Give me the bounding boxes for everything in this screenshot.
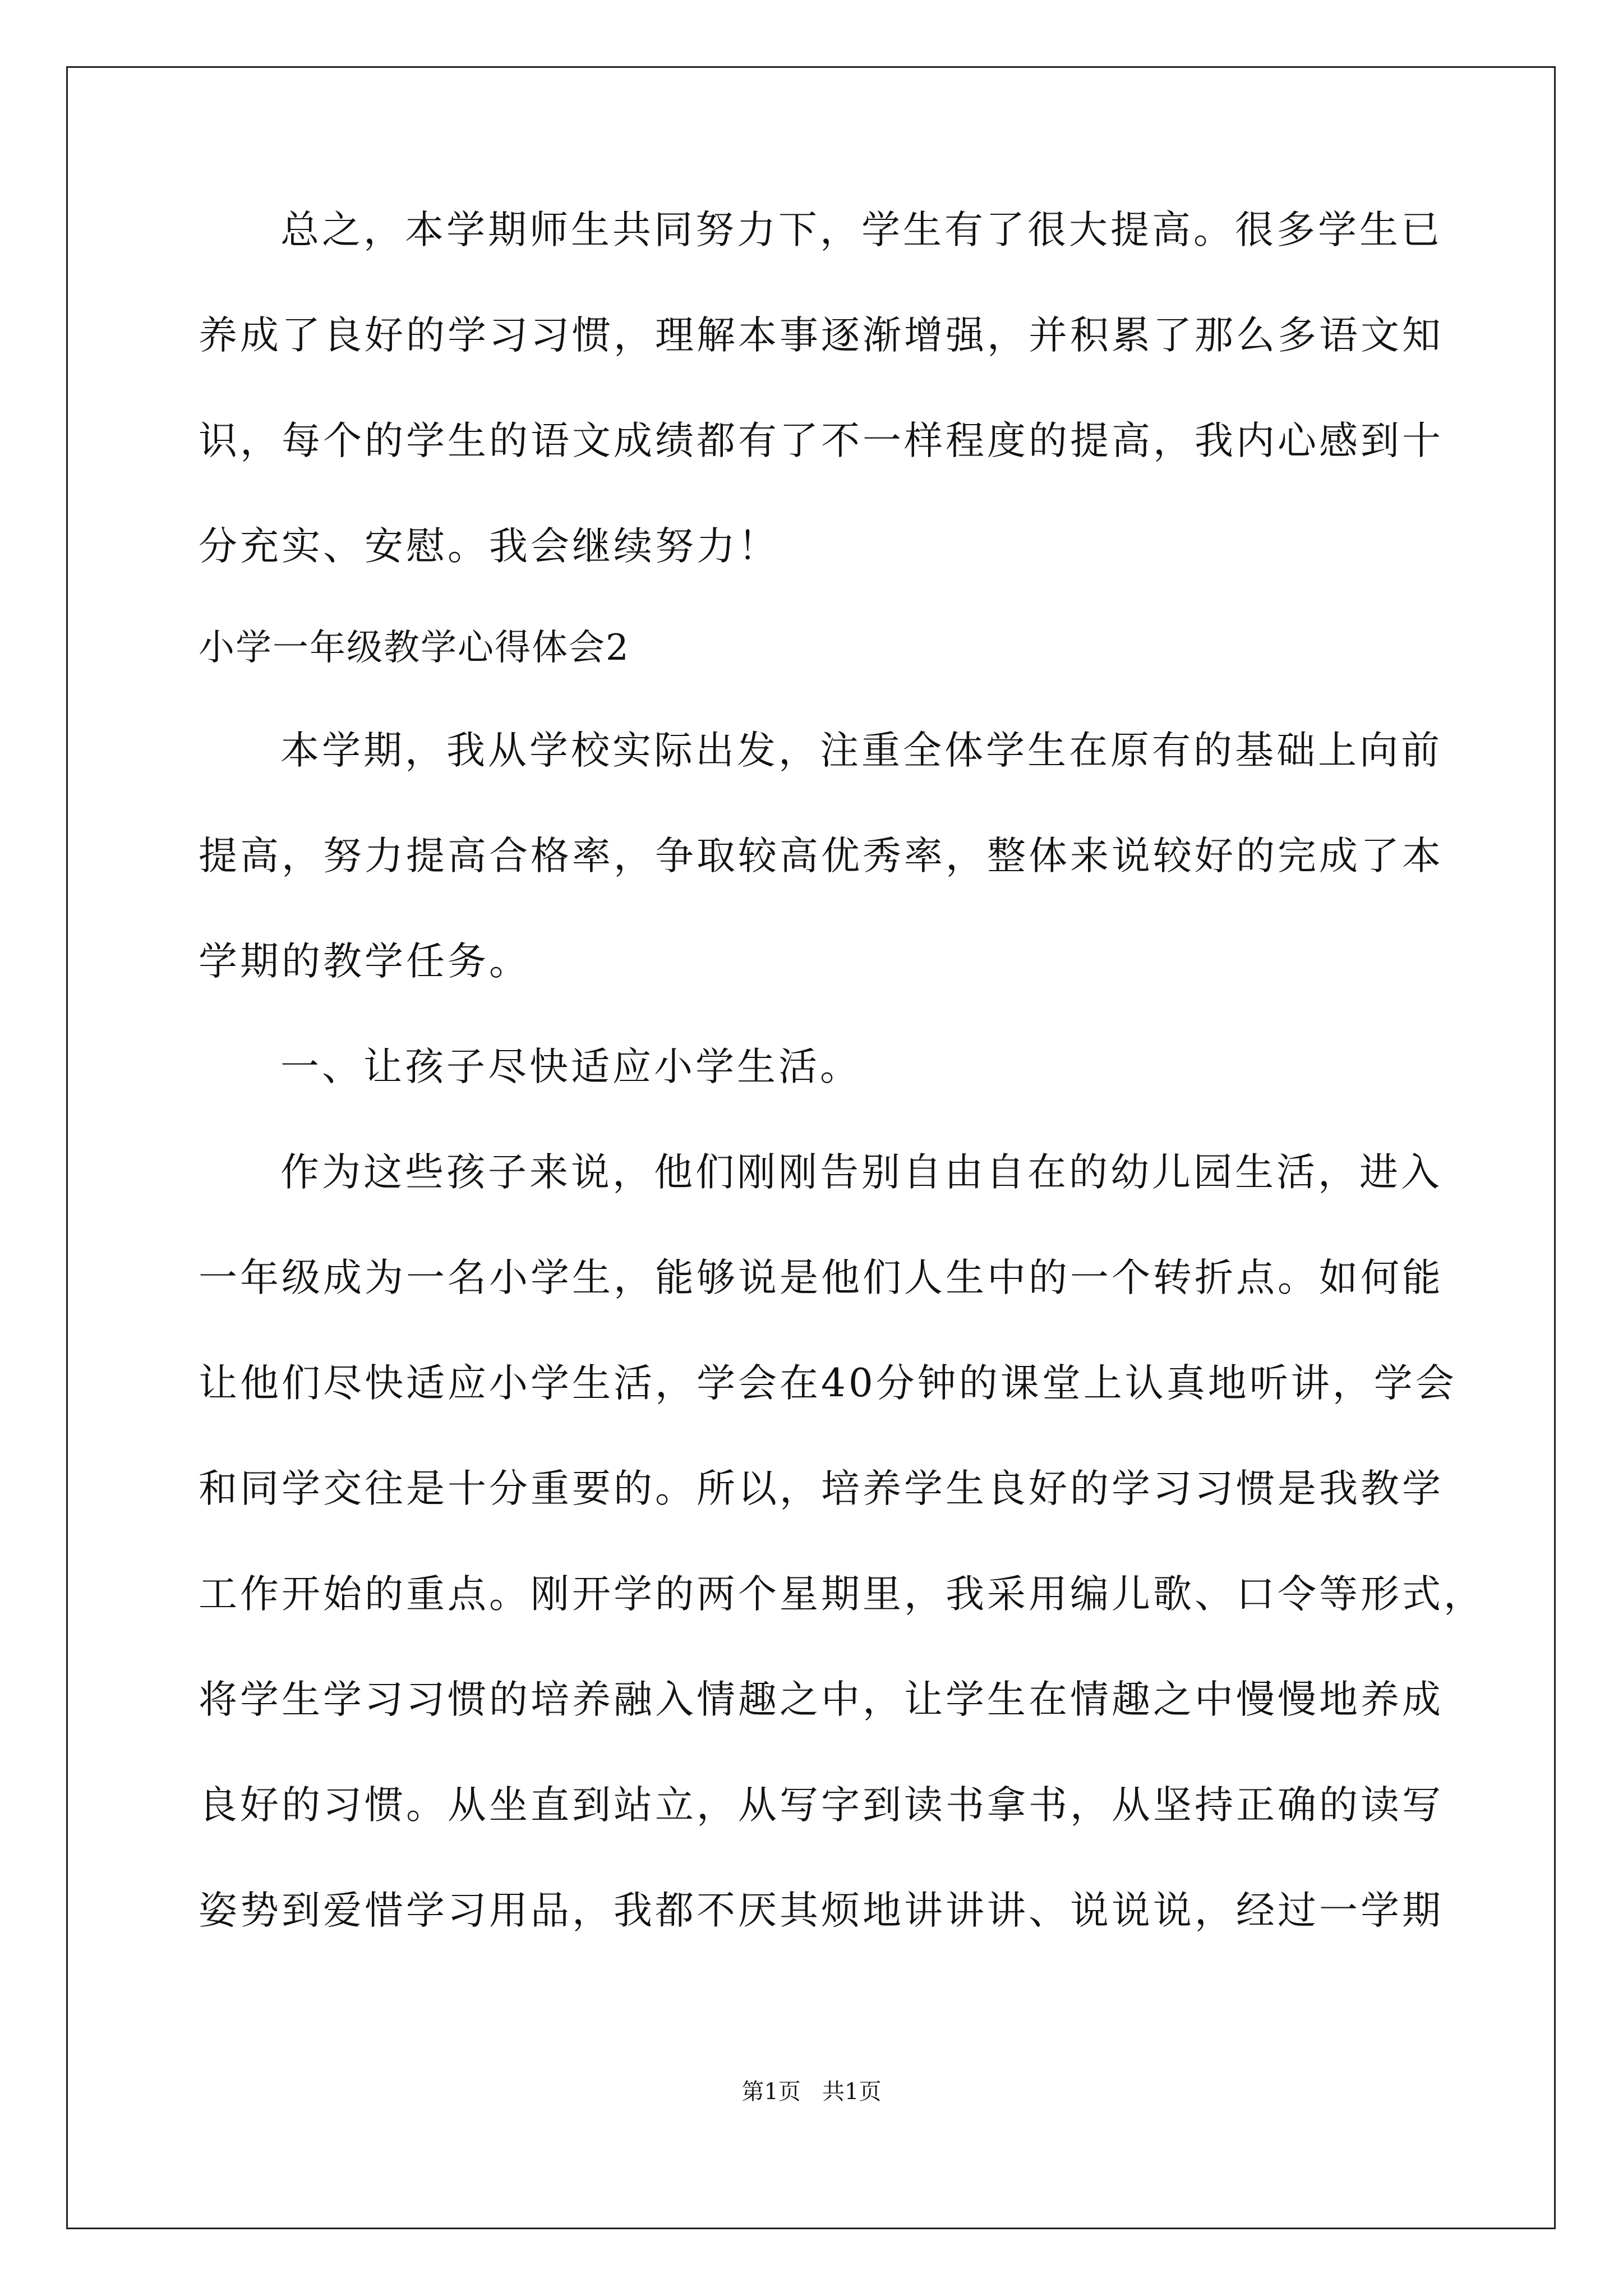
paragraph-3-line-8: 姿势到爱惜学习用品，我都不厌其烦地讲讲讲、说说说，经过一学期 — [199, 1888, 1444, 1933]
paragraph-1-line-1: 总之，本学期师生共同努力下，学生有了很大提高。很多学生已 — [280, 208, 1442, 252]
paragraph-3-line-6: 将学生学习习惯的培养融入情趣之中，让学生在情趣之中慢慢地养成 — [199, 1677, 1444, 1722]
subheading-1: 一、让孩子尽快适应小学生活。 — [280, 1045, 861, 1089]
paragraph-1-line-2: 养成了良好的学习习惯，理解本事逐渐增强，并积累了那么多语文知 — [199, 313, 1444, 358]
page-footer: 第1页 共1页 — [741, 2079, 882, 2105]
paragraph-1-line-4: 分充实、安慰。我会继续努力！ — [199, 524, 780, 569]
paragraph-3-line-7: 良好的习惯。从坐直到站立，从写字到读书拿书，从坚持正确的读写 — [199, 1783, 1444, 1828]
section-heading: 小学一年级教学心得体会2 — [199, 627, 630, 669]
paragraph-2-line-2: 提高，努力提高合格率，争取较高优秀率，整体来说较好的完成了本 — [199, 834, 1444, 878]
paragraph-2-line-1: 本学期，我从学校实际出发，注重全体学生在原有的基础上向前 — [280, 728, 1442, 773]
paragraph-3-line-1: 作为这些孩子来说，他们刚刚告别自由自在的幼儿园生活，进入 — [280, 1150, 1442, 1195]
paragraph-1-line-3: 识，每个的学生的语文成绩都有了不一样程度的提高，我内心感到十 — [199, 418, 1444, 463]
paragraph-3-line-5: 工作开始的重点。刚开学的两个星期里，我采用编儿歌、口令等形式， — [199, 1572, 1485, 1617]
paragraph-3-line-3: 让他们尽快适应小学生活，学会在40分钟的课堂上认真地听讲，学会 — [199, 1361, 1457, 1406]
paragraph-3-line-4: 和同学交往是十分重要的。所以，培养学生良好的学习习惯是我教学 — [199, 1466, 1444, 1511]
paragraph-2-line-3: 学期的教学任务。 — [199, 939, 531, 984]
paragraph-3-line-2: 一年级成为一名小学生，能够说是他们人生中的一个转折点。如何能 — [199, 1255, 1444, 1300]
